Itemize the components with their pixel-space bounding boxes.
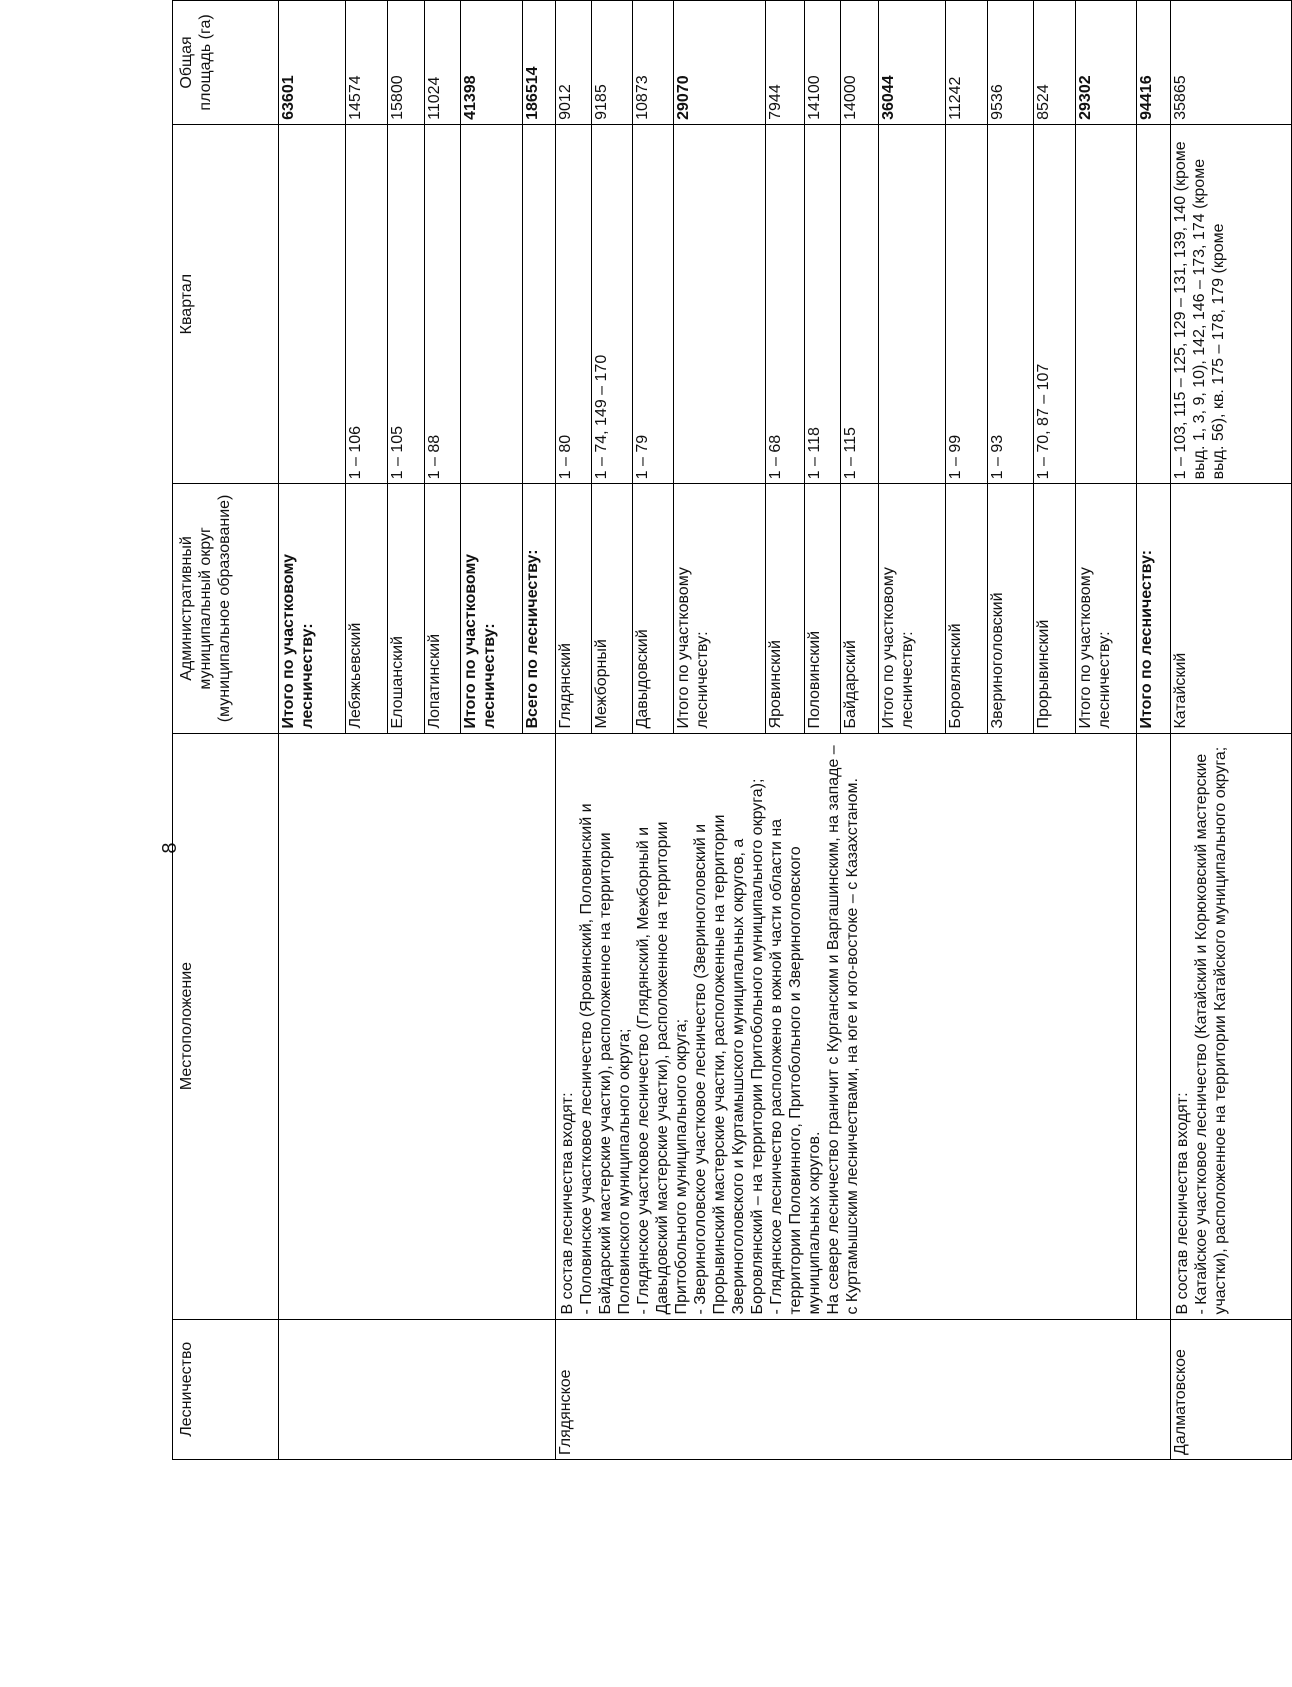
header-forestry: Лесничество	[173, 1319, 279, 1459]
area-cell: 14000	[840, 1, 878, 125]
quarter-cell: 1 – 80	[555, 124, 591, 483]
district-cell: Глядянский	[555, 484, 591, 733]
area-cell: 94416	[1136, 1, 1171, 125]
header-district: Административный муниципальный округ (муниципальное образование)	[173, 484, 279, 733]
forestry-table	[172, 0, 1292, 1460]
quarter-cell: 1 – 68	[766, 124, 804, 483]
quarter-cell: 1 – 115	[840, 124, 878, 483]
district-cell: Итого по участковому лесничеству:	[461, 484, 523, 733]
quarter-cell: 1 – 106	[345, 124, 387, 483]
area-cell: 11242	[945, 1, 987, 125]
area-cell: 63601	[279, 1, 346, 125]
district-cell: Байдарский	[840, 484, 878, 733]
quarter-cell: 1 – 70, 87 – 107	[1034, 124, 1076, 483]
district-cell: Давыдовский	[632, 484, 673, 733]
district-cell: Лопатинский	[425, 484, 461, 733]
area-cell: 15800	[387, 1, 424, 125]
area-cell: 186514	[522, 1, 555, 125]
forestry-name: Далматовское	[1171, 1319, 1292, 1459]
table-row	[1171, 1, 1292, 1460]
area-cell: 29070	[673, 1, 765, 125]
area-cell: 9185	[591, 1, 632, 125]
district-cell: Итого по участковому лесничеству:	[1076, 484, 1136, 733]
district-cell: Итого по участковому лесничеству:	[673, 484, 765, 733]
page-number: 8	[159, 842, 181, 854]
district-cell: Катайский	[1171, 484, 1292, 733]
location-cell	[279, 733, 556, 1319]
district-cell: Половинский	[804, 484, 840, 733]
table-row	[279, 1, 346, 1460]
area-cell: 14574	[345, 1, 387, 125]
area-cell: 11024	[425, 1, 461, 125]
location-description: В состав лесничества входят: - Половинское участковое лесничество (Яровинский, Половинский и Байдарский мастерские участки), расположенное на территории Половинского муниципального округа; - Глядянское участковое лесничество (Глядянский, Межборный и Давыдовский мастерские участки), расположенное на территории Притобольного муниципального округа; - Звериноголовское участковое лесничество (Звериноголовский и Прорывинский мастерские участки, расположенные на территории Звериноголовского и Куртамышского муниципальных округов, а Боровлянский – на территории Притобольного муниципального округа); - Глядянское лесничество расположено в южной части области на территории Половинного, Притобольного и Звериноголовского муниципальных округов. На севере лесничество граничит с Курганским и Варгашинским, на западе – с Куртамышским лесничествами, на юге и юго-востоке – с Казахстаном.	[555, 733, 1136, 1319]
forestry-cell	[279, 1319, 556, 1459]
table-row	[555, 1, 591, 1460]
quarter-cell: 1 – 88	[425, 124, 461, 483]
header-location: Местоположение	[173, 733, 279, 1319]
quarter-cell: 1 – 74, 149 – 170	[591, 124, 632, 483]
quarter-cell	[673, 124, 765, 483]
area-cell: 8524	[1034, 1, 1076, 125]
quarter-cell: 1 – 118	[804, 124, 840, 483]
district-cell: Боровлянский	[945, 484, 987, 733]
area-cell: 9536	[987, 1, 1033, 125]
district-cell: Межборный	[591, 484, 632, 733]
quarter-cell: 1 – 99	[945, 124, 987, 483]
quarter-cell	[1136, 124, 1171, 483]
quarter-cell	[1076, 124, 1136, 483]
area-cell: 35865	[1171, 1, 1292, 125]
header-quarter: Квартал	[173, 124, 279, 483]
district-cell: Яровинский	[766, 484, 804, 733]
header-row	[173, 1, 279, 1460]
quarter-cell	[461, 124, 523, 483]
quarter-cell: 1 – 105	[387, 124, 424, 483]
location-description: В состав лесничества входят: - Катайское участковое лесничество (Катайский и Корюковский мастерские участки), расположенное на территории Катайского муниципального округа;	[1171, 733, 1292, 1319]
district-cell: Итого по участковому лесничеству:	[279, 484, 346, 733]
district-cell: Итого по лесничеству:	[1136, 484, 1171, 733]
area-cell: 9012	[555, 1, 591, 125]
area-cell: 41398	[461, 1, 523, 125]
quarter-cell: 1 – 103, 115 – 125, 129 – 131, 139, 140 (кроме выд. 1, 3, 9, 10), 142, 146 – 173, 174 (кроме выд. 56), кв. 175 – 178, 179 (кроме	[1171, 124, 1292, 483]
location-cell	[1136, 733, 1171, 1319]
district-cell: Итого по участковому лесничеству:	[878, 484, 945, 733]
quarter-cell	[522, 124, 555, 483]
district-cell: Лебяжьевский	[345, 484, 387, 733]
area-cell: 7944	[766, 1, 804, 125]
header-area: Общая площадь (га)	[173, 1, 279, 125]
district-cell: Елошанский	[387, 484, 424, 733]
area-cell: 10873	[632, 1, 673, 125]
quarter-cell	[279, 124, 346, 483]
district-cell: Прорывинский	[1034, 484, 1076, 733]
forestry-name: Глядянское	[555, 1319, 1170, 1459]
area-cell: 29302	[1076, 1, 1136, 125]
table-row	[1136, 1, 1171, 1460]
quarter-cell: 1 – 93	[987, 124, 1033, 483]
quarter-cell: 1 – 79	[632, 124, 673, 483]
district-cell: Всего по лесничеству:	[522, 484, 555, 733]
rotated-page	[172, 0, 1292, 1460]
quarter-cell	[878, 124, 945, 483]
area-cell: 14100	[804, 1, 840, 125]
area-cell: 36044	[878, 1, 945, 125]
district-cell: Звериноголовский	[987, 484, 1033, 733]
